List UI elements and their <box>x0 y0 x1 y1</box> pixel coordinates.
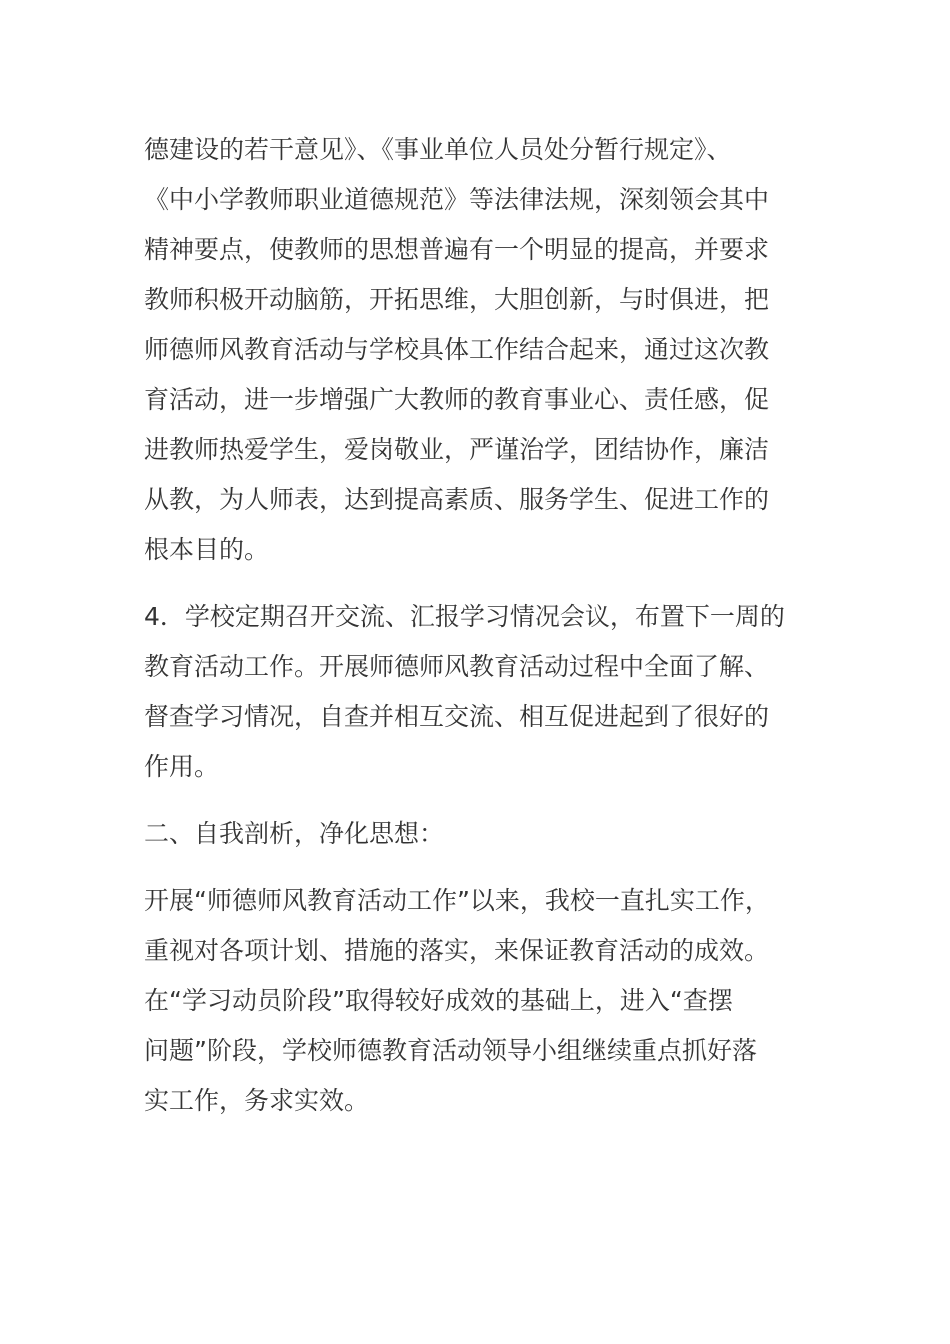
text-line: 教师积极开动脑筋，开拓思维，大胆创新，与时俱进，把 <box>144 285 770 314</box>
text-line: 育活动，进一步增强广大教师的教育事业心、责任感，促 <box>144 385 770 414</box>
text-line: 《中小学教师职业道德规范》等法律法规，深刻领会其中 <box>144 185 770 214</box>
text-line: 重视对各项计划、措施的落实，来保证教育活动的成效。 <box>144 936 770 965</box>
text-line: 4．学校定期召开交流、汇报学习情况会议，布置下一周的 <box>144 602 785 631</box>
text-line: 作用。 <box>144 752 220 781</box>
text-line: 从教，为人师表，达到提高素质、服务学生、促进工作的 <box>144 485 770 514</box>
text-line: 师德师风教育活动与学校具体工作结合起来，通过这次教 <box>144 335 770 364</box>
text-line: 实工作，务求实效。 <box>144 1086 370 1115</box>
text-line: 问题”阶段，学校师德教育活动领导小组继续重点抓好落 <box>144 1036 757 1065</box>
text-line: 在“学习动员阶段”取得较好成效的基础上，进入“查摆 <box>144 986 733 1015</box>
text-line: 督查学习情况，自查并相互交流、相互促进起到了很好的 <box>144 702 770 731</box>
text-line: 德建设的若干意见》、《事业单位人员处分暂行规定》、 <box>144 135 732 164</box>
text-line: 根本目的。 <box>144 535 270 564</box>
text-line: 开展“师德师风教育活动工作”以来，我校一直扎实工作， <box>144 886 770 915</box>
text-line: 教育活动工作。开展师德师风教育活动过程中全面了解、 <box>144 652 770 681</box>
text-line: 进教师热爱学生，爱岗敬业，严谨治学，团结协作，廉洁 <box>144 435 770 464</box>
text-line: 精神要点，使教师的思想普遍有一个明显的提高，并要求 <box>144 235 770 264</box>
heading-text: 二、自我剖析，净化思想： <box>144 819 445 848</box>
